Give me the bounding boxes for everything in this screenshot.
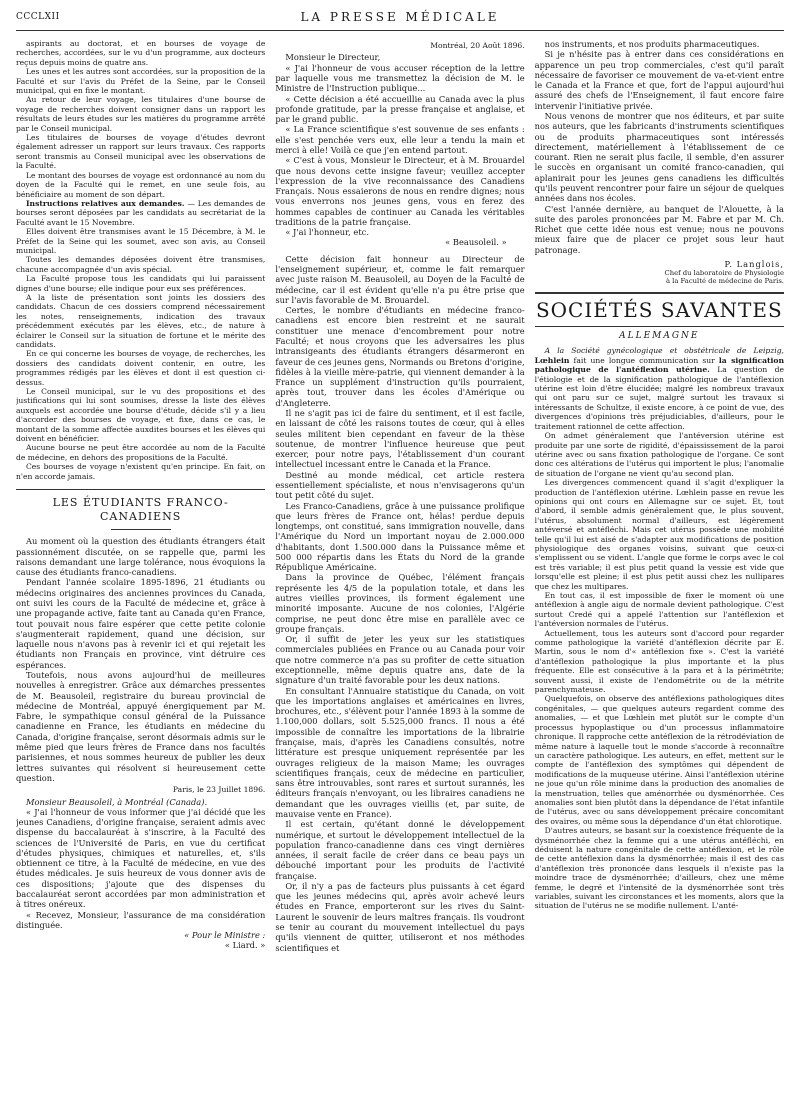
paragraph: Si je n'hésite pas à entrer dans ces considérations en apparence un peu trop commerciales, c'est qu'il paraît nécessaire de favoriser ce mouvement de va-et-vient entre le Canada et la France et que, fort de l'appui aujourd'hui assuré des chefs de l'Enseignement, il faut encore faire intervenir l'initiative privée. xyxy=(534,49,784,111)
letter1-signature-line1: « Pour le Ministre : xyxy=(184,930,266,941)
instructions-text: — Les demandes de bourses seront déposées par les candidats au secrétariat de la Faculté avant le 15 Novembre. xyxy=(16,198,266,227)
paragraph: A la liste de présentation sont joints les dossiers des candidats. Chacun de ces dossiers comprend nécessairement les notes, renseignements, indication des travaux précédemment exécutés par les élèves, etc., de nature à éclairer le Conseil sur la situation de fortune et le mérite des candidats. xyxy=(16,292,266,349)
paragraph: En consultant l'Annuaire statistique du Canada, on voit que les importations anglaises et américaines en livres, brochures, etc., s'élèvent pour l'année 1893 à la somme de 1.100,000 dollars, soit 5.525,000 francs. Il nous a été impossible de connaître les importations de la librairie française, mais, d'après les Canadiens consultés, notre littérature est presque uniquement représentée par les ouvrages religieux de la maison Mame; les ouvrages scientifiques français, ceux de médecine en particulier, sans être introuvables, sont rares et surtout surannés, les éditeurs français n'envoyant, ou les libraires canadiens ne demandant que les ouvrages vieillis (et, par suite, de mauvaise vente en France). xyxy=(275,685,525,819)
paragraph: Toutes les demandes déposées doivent être transmises, chacune accompagnée d'un avis spécial. xyxy=(16,255,266,274)
paragraph: « Cette décision a été accueillie au Canada avec la plus profonde gratitude, par la presse française et anglaise, et par le grand public. xyxy=(275,93,525,125)
section-divider xyxy=(16,489,265,490)
paragraph: Toutefois, nous avons aujourd'hui de meilleures nouvelles à enregistrer. Grâce aux démarches pressentes de M. Beausoleil, registraire du bureau provincial de médecine de Montréal, appuyé énergiquement par M. Fabre, le sympathique consul général de la Puissance canadienne en France, les étudiants en médecine du Canada, d'origine française, seront désormais admis sur le même pied que leurs frères de France dans nos facultés parisiennes, et nous sommes heureux de publier les deux lettres suivantes qui résolvent si heureusement cette question. xyxy=(16,670,266,783)
instructions-paragraph xyxy=(16,199,265,227)
societes-body xyxy=(535,431,784,911)
paragraph: Le Conseil municipal, sur le vu des propositions et des justifications qui lui sont soumises, dresse la liste des élèves auxquels est accordée une bourse d'étude, décide s'il y a lieu d'accorder des bourses de voyage, et fixe, dans ce cas, le montant de la somme affectée auxdites bourses et les élèves qui doivent en bénéficier. xyxy=(16,387,266,444)
paragraph: « J'ai l'honneur de vous accuser réception de la lettre par laquelle vous me transmettez la décision de M. le Ministre de l'Instruction publique... xyxy=(275,62,525,94)
letter1-body xyxy=(16,807,265,930)
paragraph: Il ne s'agit pas ici de faire du sentiment, et il est facile, en laissant de côté les raisons toutes de cœur, qui à elles seules militent bien cependant en faveur de la thèse soutenue, de montrer l'influence heureuse que peut exercer, pour notre pays, l'établissement d'un courant intellectuel incessant entre le Canada et la France. xyxy=(275,407,525,470)
paragraph: « J'ai l'honneur de vous informer que j'ai décidé que les jeunes Canadiens, d'origine française, seraient admis avec dispense du baccalauréat à s'inscrire, à la Faculté des sciences de l'Université de Paris, en vue du certificat d'études physiques, chimiques et naturelles, et, s'ils obtiennent ce titre, à la Faculté de médecine, en vue des études médicales. Je suis heureux de vous donner avis de ces dispositions; j'ajoute que des dispenses du baccalauréat seront accordées par mon administration et à titres onéreux. xyxy=(16,806,266,910)
paragraph: Au moment où la question des étudiants étrangers était passionnément discutée, on se rappelle que, parmi les raisons demandant une large tolérance, nous évoquions la cause des étudiants franco-canadiens. xyxy=(16,536,266,578)
letter1-dateline: Paris, le 23 Juillet 1896. xyxy=(172,785,266,795)
author-role-line2: à la Faculté de médecine de Paris. xyxy=(665,277,784,286)
column-1 xyxy=(16,39,265,953)
article-conclusion xyxy=(535,39,784,255)
letter1-salutation: Monsieur Beausoleil, à Montréal (Canada). xyxy=(26,796,208,807)
paragraph: Cette décision fait honneur au Directeur de l'enseignement supérieur, et, comme le fait remarquer avec juste raison M. Beausoleil, au Doyen de la Faculté de médecine, car il est évident qu'elle n'a pu être prise que sur l'avis favorable de M. Brouardel. xyxy=(275,253,525,305)
lead-topic: la signification pathologique de l'antéflexion utérine. xyxy=(534,355,784,375)
letter2-salutation: Monsieur le Directeur, xyxy=(285,52,381,63)
letter2-body xyxy=(275,63,524,238)
letter2-signature: « Beausoleil. » xyxy=(445,237,507,248)
page-number: CCCLXII xyxy=(16,12,60,22)
columns xyxy=(16,39,784,953)
paragraph: La Faculté propose tous les candidats qui lui paraissent dignes d'une bourse; elle indique pour eux ses préférences. xyxy=(16,274,266,293)
lead-society: A la Société gynécologique et obstétricale de Leipzig, xyxy=(544,346,784,356)
bourses-section xyxy=(16,39,265,199)
paragraph: Or, il n'y a pas de facteurs plus puissants à cet égard que les jeunes médecins qui, après avoir achevé leurs études en France, emporteront sur les rives du Saint-Laurent le souvenir de leurs maîtres français. Ils voudront se tenir au courant du mouvement intellectuel du pays qu'ils viennent de quitter, utiliseront et nos méthodes scientifiques et xyxy=(275,880,525,953)
paragraph: Les unes et les autres sont accordées, sur la proposition de la Faculté et sur l'avis du Préfet de la Seine, par le Conseil municipal, qui en fixe le montant. xyxy=(16,67,266,96)
paragraph: Actuellement, tous les auteurs sont d'accord pour regarder comme pathologique la variété d'antéflexion décrite par E. Martin, sous le nom d'« antéflexion fixe ». C'est la variété d'antéflexion pathologique la plus importante et la plus fréquente. Elle est consécutive à la para et à la périmétrite; souvent aussi, il existe de l'endométrite ou de la métrite parenchymateuse. xyxy=(534,628,784,695)
paragraph: nos instruments, et nos produits pharmaceutiques. xyxy=(544,39,760,49)
title-underline xyxy=(111,529,171,530)
country-subhead: ALLEMAGNE xyxy=(619,331,700,342)
paragraph: On admet généralement que l'antéversion utérine est produite par une sorte de rigidité, d'épaississement de la paroi utérine avec ou sans fixation pathologique de l'organe. Ce sont donc ces altérations de l'utérus qui importent le plus; l'anomalie de situation de l'organe ne vient qu'au second plan. xyxy=(534,431,784,478)
paragraph: Ces bourses de voyage n'existent qu'en principe. En fait, on n'en accorde jamais. xyxy=(16,462,266,481)
etudiants-article xyxy=(16,536,265,783)
societes-article xyxy=(535,346,784,910)
paragraph: Or, il suffit de jeter les yeux sur les statistiques commerciales publiées en France ou au Canada pour voir que notre commerce n'a pas su profiter de cette situation exceptionnelle, même depuis quatre ans, date de la signature d'un traité favorable pour les deux nations. xyxy=(275,634,525,686)
paragraph: Pendant l'année scolaire 1895-1896, 21 étudiants ou médecins originaires des anciennes provinces du Canada, ont suivi les cours de la Faculté de médecine et, grâce à une propagande active, faite tant au Canada qu'en France, tout pouvait nous faire espérer que cette petite colonie s'augmenterait rapidement, quand une décision, sur laquelle nous n'avons pas à revenir ici et qui rejetait les étudiants non Français en province, vint détruire ces espérances. xyxy=(16,577,266,670)
author-role-line1: Chef du laboratoire de Physiologie xyxy=(664,269,784,278)
letter1-signature-line2: « Liard. » xyxy=(224,940,266,951)
letter2-dateline: Montréal, 20 Août 1896. xyxy=(430,41,525,50)
lead-connector: fait une longue communication sur xyxy=(569,355,719,365)
lead-rest: La question de l'étiologie et de la signification pathologique de l'antéflexion utérine est loin d'être élucidée; malgré les nombreux travaux qui ont paru sur ce sujet, malgré surtout les travaux si intéressants de Schultze, il existe encore, à ce point de vue, des divergences d'opinions très préjudiciables, d'ailleurs, pour le traitement rationnel de cette affection. xyxy=(534,365,784,431)
paragraph: « J'ai l'honneur, etc. xyxy=(285,227,369,238)
section-title-societes: SOCIÉTÉS SAVANTES xyxy=(535,292,784,328)
paragraph: « La France scientifique s'est souvenue de ses enfants : elle s'est penchée vers eux, elle leur a tendu la main et merci à elle! Voilà ce que j'en entend partout. xyxy=(275,124,525,155)
column-3 xyxy=(535,39,784,953)
paragraph: Dans la province de Québec, l'élément français représente les 4/5 de la population totale, et dans les autres vieilles provinces, ils forment également une minorité imposante. Aucune de nos colonies, l'Algérie comprise, ne peut donc être mise en parallèle avec ce groupe français. xyxy=(275,572,525,634)
commentary-article xyxy=(275,254,524,953)
paragraph: Quelquefois, on observe des antéflexions pathologiques dites congénitales, — que quelques auteurs regardent comme des anomalies, — et que Lœhlein met plutôt sur le compte d'un processus hypoplastique ou d'un processus inflammatoire chronique. Il rapproche cette antéflexion de la rétrodéviation de même nature à laquelle tout le monde s'accorde à reconnaître un caractère pathologique. Les auteurs, en effet, mettent sur le compte de l'antéflexion des symptômes qui dépendent de modifications de la muqueuse utérine. Ainsi l'antéflexion utérine ne joue qu'un rôle minime dans la production des anomalies de la menstruation, telles que aménorrhée ou dysménorrhée. Ces anomalies sont bien plutôt dans la dépendance de l'état infantile de l'utérus, avec ou sans développement précaire concomitant des ovaires, ou même sous la dépendance d'un état chlorotique. xyxy=(534,694,784,826)
paragraph: Les titulaires de bourses de voyage d'études devront également adresser un rapport sur leurs travaux. Ces rapports seront transmis au Conseil municipal avec les observations de la Faculté. xyxy=(16,133,266,171)
page-header xyxy=(16,8,784,31)
paragraph: Certes, le nombre d'étudiants en médecine franco-canadiens est encore bien restreint et ne saurait constituer une menace d'encombrement pour notre Faculté; et nous croyons que les adversaires les plus intransigeants des étudiants étrangers désarmeront en faveur de ces jeunes gens, Normands ou Bretons d'origine, fidèles à la vieille mère-patrie, qui viennent demander à la France un supplément d'instruction qu'ils pourraient, après tout, trouver dans les écoles d'Amérique ou d'Angleterre. xyxy=(275,305,525,408)
paragraph: aspirants au doctorat, et en bourses de voyage de recherches, accordées, sur le vu d'un programme, aux docteurs reçus depuis moins de quatre ans. xyxy=(16,39,266,67)
paragraph: Destiné au monde médical, cet article restera essentiellement spécialiste, et nous n'envisagerons qu'un tout petit côté du sujet. xyxy=(275,469,525,501)
instructions-lead: Instructions relatives aux demandes. xyxy=(26,198,185,208)
bourses-rules xyxy=(16,227,265,481)
paragraph: Les Franco-Canadiens, grâce à une puissance prolifique que leurs frères de France ont, hélas! perdue depuis longtemps, ont constitué, sans immigration nouvelle, dans l'Amérique du Nord un important noyau de 2.000.000 d'habitants, dont 1.500.000 dans la Puissance même et 500 000 répartis dans les États du Nord de la grande République Américaine. xyxy=(275,500,525,573)
paragraph: En tout cas, il est impossible de fixer le moment où une antéflexion à angle aigu de normale devient pathologique. C'est surtout Credé qui a appelé l'attention sur l'antéflexion et l'antéversion normales de l'utérus. xyxy=(534,591,784,629)
paragraph: Les divergences commencent quand il s'agit d'expliquer la production de l'antéflexion utérine. Lœhlein passe en revue les opinions qui ont cours en Allemagne sur ce sujet. Et, tout d'abord, il semble admis généralement que, le plus souvent, l'utérus, absolument normal d'ailleurs, est légèrement antéversé et antéfléchi. Mais cet utérus possède une mobilité telle qu'il lui est aisé de s'adapter aux modifications de position physiologique des organes voisins, suivant que ceux-ci s'emplissent ou se vident. L'angle que forme le corps avec le col est très variable; il est plus petit quand la vessie est vide que lorsqu'elle est pleine; il est plus petit aussi chez les nullipares que chez les multipares. xyxy=(534,478,784,591)
newspaper-title: LA PRESSE MÉDICALE xyxy=(300,10,500,24)
paragraph: Nous venons de montrer que nos éditeurs, et par suite nos auteurs, que les fabricants d'instruments scientifiques ou de produits pharmaceutiques sont intéressés directement, matériellement à l'établissement de ce courant. Rien ne serait plus facile, il semble, d'en assurer le succès en organisant un comité franco-canadien, qui aplanirait pour les jeunes gens canadiens les difficultés qu'ils peuvent rencontrer pour faire un séjour de quelques années dans nos écoles. xyxy=(534,110,784,204)
lead-paragraph xyxy=(535,346,784,431)
paragraph: Au retour de leur voyage, les titulaires d'une bourse de voyage de recherches doivent consigner dans un rapport les résultats de leurs études sur les matières du programme arrêté par le Conseil municipal. xyxy=(16,95,266,133)
paragraph: Aucune bourse ne peut être accordée au nom de la Faculté de médecine, en dehors des propositions de la Faculté. xyxy=(16,443,266,462)
paragraph: Elles doivent être transmises avant le 15 Décembre, à M. le Préfet de la Seine qui les soumet, avec son avis, au Conseil municipal. xyxy=(16,227,266,255)
paragraph: Il est certain, qu'étant donné le développement numérique, et surtout le développement intellectuel de la population franco-canadienne dans ces vingt dernières années, il serait facile de créer dans ce beau pays un débouché important pour les produits de l'activité française. xyxy=(275,819,525,881)
paragraph: « C'est à vous, Monsieur le Directeur, et à M. Brouardel que nous devons cette insigne faveur; veuillez accepter l'expression de la vive reconnaissance des Canadiens Français. Nous essaierons de nous en rendre dignes; nous vous enverrons nos jeunes gens, vous en ferez des hommes capables de continuer au Canada les véritables traditions de la patrie française. xyxy=(275,155,525,227)
section-title-etudiants: LES ÉTUDIANTS FRANCO-CANADIENS xyxy=(52,496,229,523)
paragraph: C'est l'année dernière, au banquet de l'Alouette, à la suite des paroles prononcées par M. Fabre et par M. Ch. Richet que cette idée nous est venue; nous ne pouvons mieux faire que de placer ce projet sous leur haut patronage. xyxy=(534,203,784,255)
column-2 xyxy=(275,39,524,953)
paragraph: En ce qui concerne les bourses de voyage, de recherches, les dossiers des candidats doivent contenir, en outre, les programmes rédigés par les élèves et dont il est question ci-dessus. xyxy=(16,349,266,387)
paragraph: D'autres auteurs, se basant sur la coexistence fréquente de la dysménorrhée chez la femme qui a une utérus antéfléchi, en déduisent la nature congénitale de cette antéflexion, et le rôle de cette antéflexion dans la dysménorrhée; mais il est des cas d'antéflexion très prononcée dans lesquels il n'existe pas la moindre trace de dysménorrhée; d'ailleurs, chez une même femme, le degré et l'intensité de la dysménorrhée sont très variables, suivant les circonstances et les moments, alors que la situation de l'utérus ne se modifie nullement. L'anté- xyxy=(534,826,784,911)
paragraph: Le montant des bourses de voyage est ordonnancé au nom du doyen de la Faculté qui le remet, en une seule fois, au bénéficiaire au moment de son départ. xyxy=(16,170,266,199)
paragraph: « Recevez, Monsieur, l'assurance de ma considération distinguée. xyxy=(16,909,266,930)
author-signature: P. Langlois, xyxy=(724,258,784,269)
lead-author: Lœhlein xyxy=(534,355,570,365)
